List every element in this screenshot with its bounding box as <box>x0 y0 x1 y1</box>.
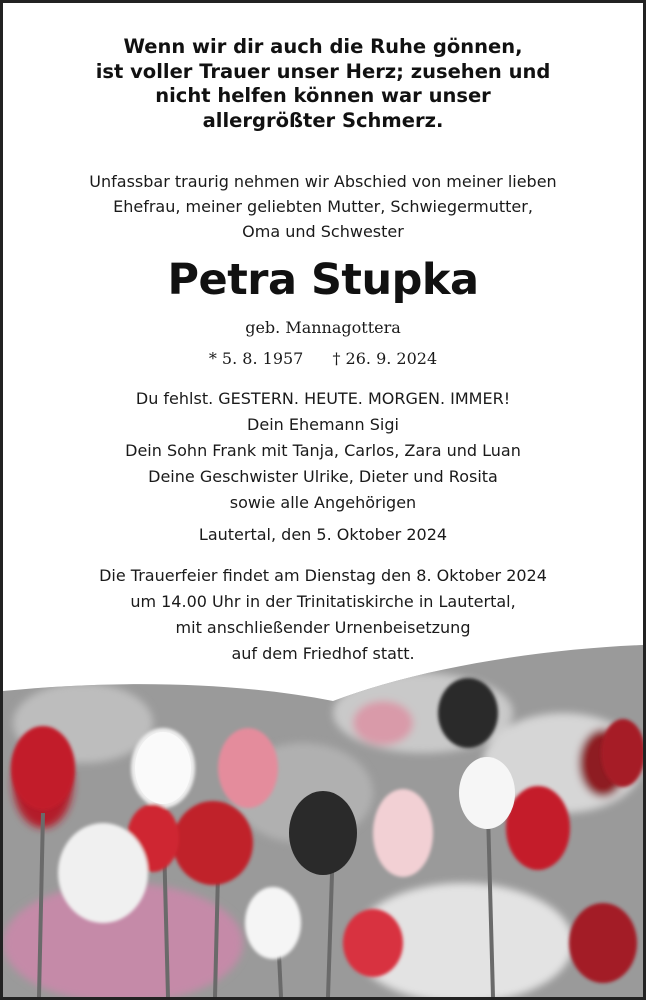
tulip-field-image <box>3 643 643 997</box>
maiden-name: geb. Mannagottera <box>245 318 401 337</box>
intro-line: Oma und Schwester <box>242 222 404 241</box>
intro-line: Unfassbar traurig nehmen wir Abschied von meiner lieben <box>89 172 557 191</box>
funeral-line: mit anschließender Urnenbeisetzung <box>175 618 471 637</box>
mourner-line: Du fehlst. GESTERN. HEUTE. MORGEN. IMMER! <box>135 389 511 408</box>
birth-date: * 5. 8. 1957 <box>208 349 304 368</box>
intro-line: Ehefrau, meiner geliebten Mutter, Schwiegermutter, <box>113 197 533 216</box>
mourner-line: Deine Geschwister Ulrike, Dieter und Rosita <box>148 467 498 486</box>
funeral-line: Die Trauerfeier findet am Dienstag den 8. Oktober 2024 <box>99 566 547 585</box>
mourners-list <box>43 386 603 516</box>
place-date: Lautertal, den 5. Oktober 2024 <box>198 525 448 544</box>
mourner-line: Dein Ehemann Sigi <box>247 415 399 434</box>
funeral-line: um 14.00 Uhr in der Trinitatiskirche in Lautertal, <box>130 592 516 611</box>
poem-line: Wenn wir dir auch die Ruhe gönnen, <box>123 35 523 58</box>
funeral-line: auf dem Friedhof statt. <box>231 644 415 663</box>
mourner-line: Dein Sohn Frank mit Tanja, Carlos, Zara und Luan <box>125 441 521 460</box>
death-date: † 26. 9. 2024 <box>332 349 438 368</box>
mourner-line: sowie alle Angehörigen <box>229 493 417 512</box>
deceased-name: Petra Stupka <box>167 255 479 305</box>
poem <box>63 35 583 133</box>
intro-text <box>43 169 603 244</box>
poem-line: nicht helfen können war unser <box>155 84 491 107</box>
poem-line: ist voller Trauer unser Herz; zusehen und <box>95 59 551 83</box>
life-dates <box>3 349 643 368</box>
poem-line: allergrößter Schmerz. <box>202 108 444 132</box>
